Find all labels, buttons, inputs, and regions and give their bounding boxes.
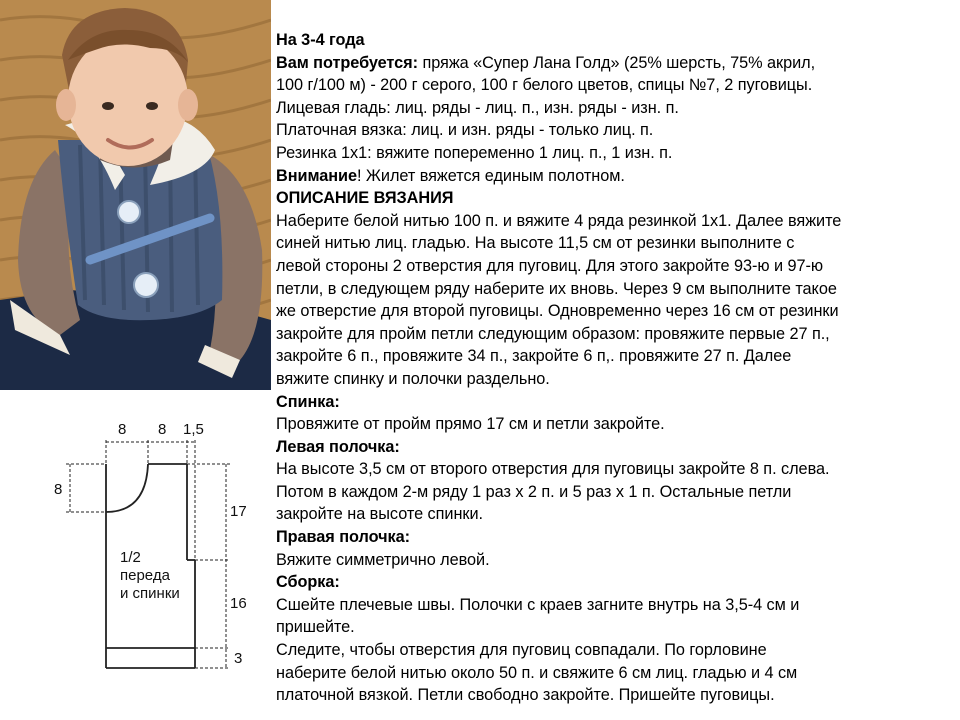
right-front-heading: Правая полочка: [276, 528, 410, 547]
left-front-line: Потом в каждом 2-м ряду 1 раз х 2 п. и 5 раз х 1 п. Остальные петли [276, 482, 792, 501]
attention-text: ! Жилет вяжется единым полотном. [356, 166, 625, 185]
dim-top-1: 8 [118, 421, 127, 438]
instructions-text [276, 29, 956, 707]
left-front-line: На высоте 3,5 см от второго отверстия для пуговицы закройте 8 п. слева. [276, 460, 830, 479]
description-line: вяжите спинку и полочки раздельно. [276, 369, 550, 388]
left-front-line: закройте на высоте спинки. [276, 505, 483, 524]
dim-top-3: 1,5 [183, 421, 204, 438]
stitch-rib: Резинка 1х1: вяжите попеременно 1 лиц. п., 1 изн. п. [276, 143, 673, 162]
diagram-caption-1: 1/2 [120, 549, 141, 566]
description-heading: ОПИСАНИЕ ВЯЗАНИЯ [276, 189, 454, 208]
dim-right-2: 16 [230, 595, 247, 612]
attention [276, 165, 956, 188]
attention-label: Внимание [276, 166, 357, 185]
assembly-line: пришейте. [276, 618, 355, 637]
description-line: закройте 6 п., провяжите 34 п., закройте 6 п,. провяжите 27 п. Далее [276, 347, 792, 366]
stitch-garter: Платочная вязка: лиц. и изн. ряды - только лиц. п. [276, 121, 654, 140]
description-line: же отверстие для второй пуговицы. Одновременно через 16 см от резинки [276, 302, 839, 321]
left-front-heading: Левая полочка: [276, 437, 400, 456]
child-photo [0, 0, 271, 390]
description-line: Наберите белой нитью 100 п. и вяжите 4 ряда резинкой 1х1. Далее вяжите [276, 211, 842, 230]
back-text: Провяжите от пройм прямо 17 см и петли закройте. [276, 415, 665, 434]
assembly-line: Сшейте плечевые швы. Полочки с краев загните внутрь на 3,5-4 см и [276, 595, 800, 614]
diagram-caption-3: и спинки [120, 585, 180, 602]
materials-line-2: 100 г/100 м) - 200 г серого, 100 г белого цветов, спицы №7, 2 пуговицы. [276, 76, 813, 95]
dim-right-3: 3 [234, 650, 243, 667]
description-line: левой стороны 2 отверстия для пуговиц. Для этого закройте 93-ю и 97-ю [276, 256, 824, 275]
assembly-heading: Сборка: [276, 573, 340, 592]
diagram-caption-2: переда [120, 567, 170, 584]
materials-line-1: пряжа «Супер Лана Голд» (25% шерсть, 75% акрил, [422, 53, 816, 72]
materials-label: Вам потребуется: [276, 53, 418, 72]
dim-right-1: 17 [230, 503, 247, 520]
pattern-schematic [48, 410, 268, 678]
age-heading: На 3-4 года [276, 31, 365, 49]
back-heading: Спинка: [276, 392, 340, 411]
assembly-line: наберите белой нитью около 50 п. и свяжите 6 см лиц. гладью и 4 см [276, 663, 798, 682]
dim-left: 8 [54, 481, 63, 498]
description-line: закройте для пройм петли следующим образом: провяжите первые 27 п., [276, 324, 830, 343]
description-line: синей нитью лиц. гладью. На высоте 11,5 см от резинки выполните с [276, 234, 795, 253]
description-line: петли, в следующем ряду наберите их вновь. Через 9 см выполните такое [276, 279, 837, 298]
right-front-text: Вяжите симметрично левой. [276, 550, 490, 569]
assembly-line: Следите, чтобы отверстия для пуговиц совпадали. По горловине [276, 641, 767, 660]
assembly-line: платочной вязкой. Петли свободно закройте. Пришейте пуговицы. [276, 686, 775, 705]
stitch-stockinette: Лицевая гладь: лиц. ряды - лиц. п., изн. ряды - изн. п. [276, 98, 679, 117]
materials [276, 52, 956, 75]
dim-top-2: 8 [158, 421, 167, 438]
